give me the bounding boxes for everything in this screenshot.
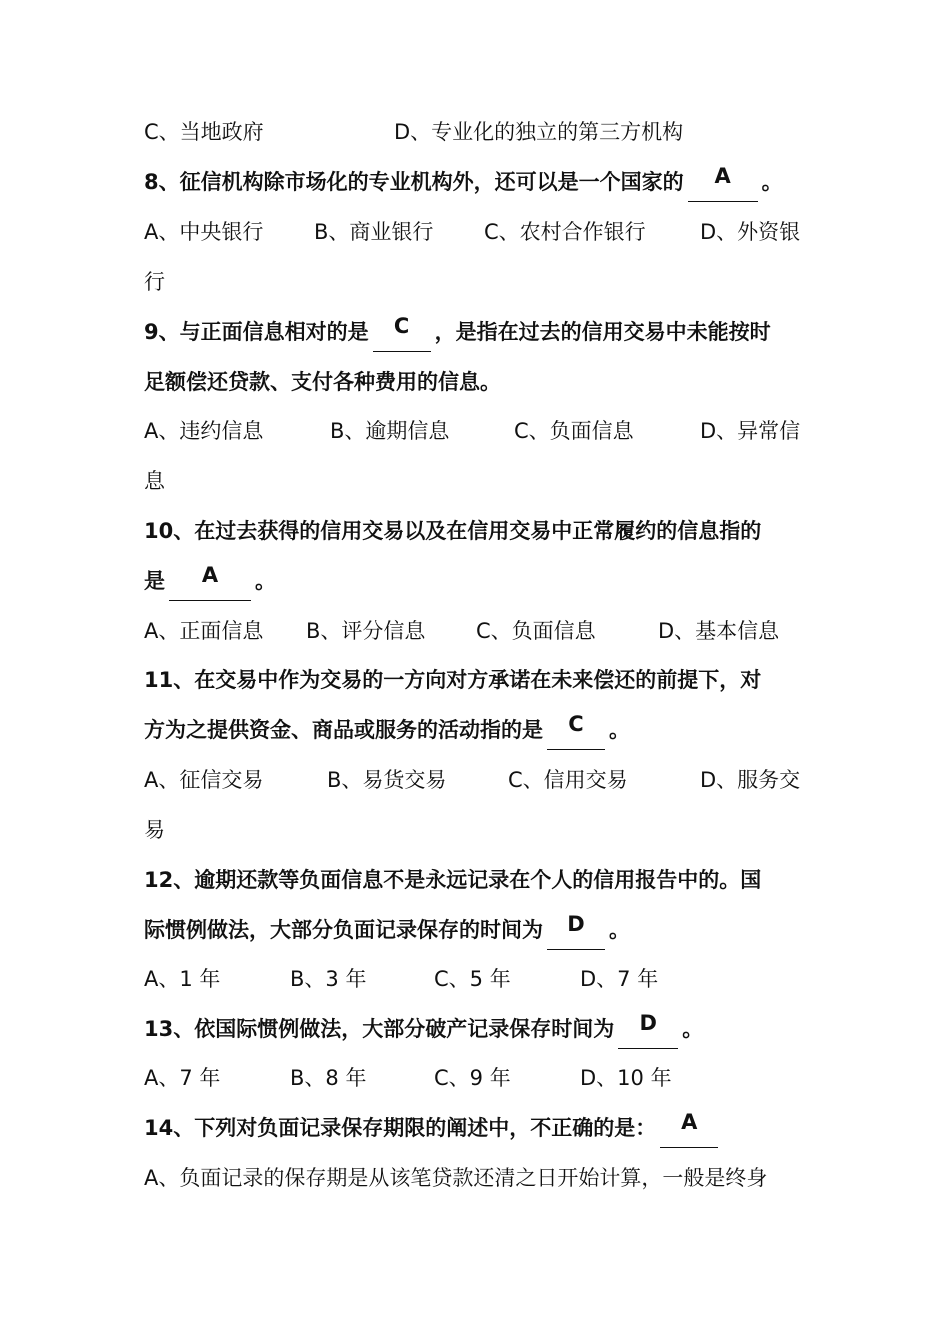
- q13-option-d: D、10 年: [580, 1066, 672, 1090]
- q11-answer-blank: [547, 712, 605, 750]
- q9-stem-text: 9、与正面信息相对的是: [144, 320, 369, 344]
- q8-stem: [144, 162, 814, 202]
- q9-stem-after: ，是指在过去的信用交易中未能按时: [434, 320, 771, 344]
- q10-stem-line2-text: 是: [144, 569, 165, 593]
- q10-option-b: B、评分信息: [306, 619, 426, 643]
- q13-answer-blank: [618, 1011, 678, 1049]
- q8-end: 。: [761, 170, 783, 194]
- q8-option-wrap: 行: [144, 270, 165, 294]
- q11-stem: 11、在交易中作为交易的一方向对方承诺在未来偿还的前提下，对: [144, 668, 762, 692]
- q13-option-a: A、7 年: [144, 1066, 221, 1090]
- q13-answer: D: [639, 1011, 657, 1035]
- q7-options-row: [144, 112, 814, 152]
- q8-option-a: A、中央银行: [144, 220, 264, 244]
- q12-stem: 12、逾期还款等负面信息不是永远记录在个人的信用报告中的。国: [144, 868, 762, 892]
- q8-answer-blank: [688, 164, 758, 202]
- q10-end: 。: [255, 569, 276, 593]
- q10-answer-blank: [169, 563, 251, 601]
- q11-end: 。: [609, 718, 630, 742]
- q10-stem: 10、在过去获得的信用交易以及在信用交易中正常履约的信息指的: [144, 519, 762, 543]
- q11-option-c: C、信用交易: [508, 768, 628, 792]
- q13-option-c: C、9 年: [434, 1066, 511, 1090]
- q12-stem-line2-text: 际惯例做法，大部分负面记录保存的时间为: [144, 918, 543, 942]
- q11-option-wrap: 易: [144, 818, 165, 842]
- q8-option-b: B、商业银行: [314, 220, 434, 244]
- q14-stem: [144, 1108, 814, 1148]
- q13-end: 。: [682, 1017, 704, 1041]
- q9-option-b: B、逾期信息: [330, 419, 450, 443]
- q10-answer: A: [201, 563, 219, 587]
- q8-option-c: C、农村合作银行: [484, 220, 646, 244]
- q11-answer: C: [568, 712, 584, 736]
- q7-option-d: D、专业化的独立的第三方机构: [394, 120, 684, 144]
- q12-option-d: D、7 年: [580, 967, 659, 991]
- q12-answer: D: [567, 912, 585, 936]
- q9-options-row: [144, 411, 814, 451]
- q13-stem-text: 13、依国际惯例做法，大部分破产记录保存时间为: [144, 1017, 615, 1041]
- q14-option-a: A、负面记录的保存期是从该笔贷款还清之日开始计算，一般是终身: [144, 1166, 768, 1190]
- q9-answer: C: [393, 314, 410, 338]
- q12-option-b: B、3 年: [290, 967, 367, 991]
- q12-option-c: C、5 年: [434, 967, 511, 991]
- q10-stem-line2: [144, 561, 814, 601]
- q9-stem-line2: 足额偿还贷款、支付各种费用的信息。: [144, 370, 501, 394]
- q11-option-d: D、服务交: [700, 768, 801, 792]
- q13-options-row: [144, 1058, 814, 1098]
- q10-option-a: A、正面信息: [144, 619, 264, 643]
- q8-answer: A: [714, 164, 731, 188]
- q12-options-row: [144, 959, 814, 999]
- q9-option-a: A、违约信息: [144, 419, 264, 443]
- q11-option-a: A、征信交易: [144, 768, 264, 792]
- q8-stem-text: 8、征信机构除市场化的专业机构外，还可以是一个国家的: [144, 170, 684, 194]
- q10-option-d: D、基本信息: [658, 619, 780, 643]
- q11-options-row: [144, 760, 814, 800]
- q12-stem-line2: [144, 910, 814, 950]
- q9-stem: [144, 312, 814, 352]
- q10-options-row: [144, 611, 814, 651]
- q8-option-d: D、外资银: [700, 220, 801, 244]
- q9-option-c: C、负面信息: [514, 419, 634, 443]
- q9-option-d: D、异常信: [700, 419, 801, 443]
- q9-answer-blank: [373, 314, 431, 352]
- q12-answer-blank: [547, 912, 605, 950]
- q13-stem: [144, 1009, 814, 1049]
- q14-answer: A: [681, 1110, 698, 1134]
- q11-option-b: B、易货交易: [327, 768, 447, 792]
- q14-answer-blank: [660, 1110, 718, 1148]
- q10-option-c: C、负面信息: [476, 619, 596, 643]
- q7-option-c: C、当地政府: [144, 120, 264, 144]
- q11-stem-line2: [144, 710, 814, 750]
- q12-option-a: A、1 年: [144, 967, 221, 991]
- q11-stem-line2-text: 方为之提供资金、商品或服务的活动指的是: [144, 718, 543, 742]
- q8-options-row: [144, 212, 814, 252]
- q13-option-b: B、8 年: [290, 1066, 367, 1090]
- q9-option-wrap: 息: [144, 469, 165, 493]
- q12-end: 。: [609, 918, 630, 942]
- q14-stem-text: 14、下列对负面记录保存期限的阐述中，不正确的是：: [144, 1116, 657, 1140]
